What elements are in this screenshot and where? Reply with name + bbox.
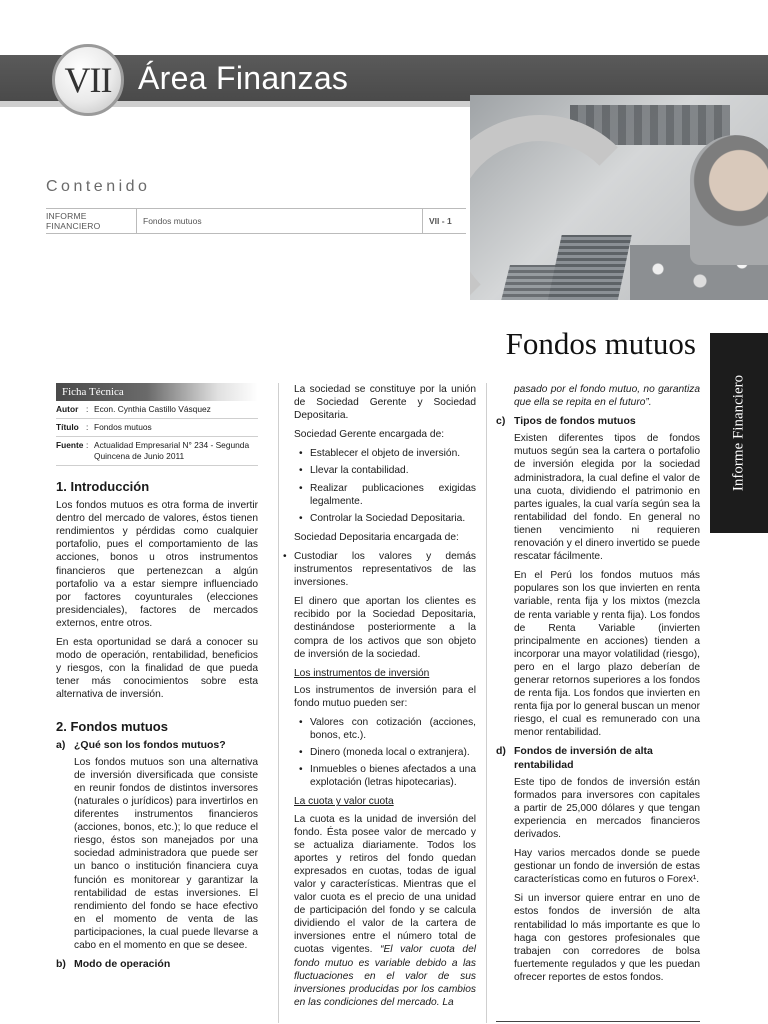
list-item: • Dinero (moneda local o extranjera). (294, 746, 476, 759)
paragraph: En esta oportunidad se dará a conocer su modo de operación, rentabilidad, beneficios y riesgos, con la finalidad de que pueda tener más conocimientos sobre esta alternativa de inversión. (56, 637, 258, 701)
side-tab (710, 333, 768, 533)
header-photo (470, 95, 768, 300)
ficha-key: Título (56, 422, 79, 432)
subheading-text: Modo de operación (74, 958, 171, 971)
subheading-letter: c) (496, 415, 506, 428)
paragraph: Hay varios mercados donde se puede gestionar un fondo de inversión de estas características como en futuros o Forex¹. (514, 848, 700, 886)
ficha-value: Fondos mutuos (94, 422, 152, 432)
chapter-badge (52, 44, 124, 116)
subheading-alta-rentabilidad (496, 745, 700, 771)
list-item: • Inmuebles o bienes afectados a una explotación (letras hipotecarias). (294, 763, 476, 789)
column-divider (486, 383, 487, 1023)
subheading-que-son (56, 739, 258, 752)
ficha-sep: : (86, 422, 89, 432)
subheading-modo-operacion (56, 958, 258, 971)
subheading-text: Tipos de fondos mutuos (514, 415, 636, 428)
instrumentos-list (294, 716, 476, 789)
ficha-row (56, 437, 258, 466)
subheading-text: Fondos de inversión de alta rentabilidad (514, 745, 653, 771)
subheading-tipos (496, 415, 700, 428)
ficha-sep: : (86, 440, 89, 450)
paragraph (294, 813, 476, 1009)
list-item: • Llevar la contabilidad. (294, 464, 476, 477)
paragraph: El dinero que aportan los clientes es recibido por la Sociedad Depositaria, destinándose posteriormente a la compra de los activos que son objeto de inversión de la sociedad. (294, 596, 476, 660)
paragraph: Sociedad Gerente encargada de: (294, 429, 445, 441)
subheading-letter: d) (496, 745, 506, 758)
ficha-key: Fuente (56, 440, 84, 450)
subheading-letter: b) (56, 958, 66, 971)
paragraph: En el Perú los fondos mutuos más populares son los que invierten en renta variable, renta fija y los mixtos (mezcla de renta variable y renta fija). Los fondos de Renta Variable (invierten principalmente en acciones) tienden a incorporar una mayor volatilidad (riesgo), pero en el largo plazo deberían de generar retornos superiores a los fondos de renta fija. Los fondos que invierten en renta fija por lo general buscan un menor riesgo, el cual es remunerado con una menor rentabilidad. (514, 570, 700, 739)
toc-topic: Fondos mutuos (136, 209, 422, 233)
side-tab-label: Informe Financiero (730, 374, 747, 492)
paragraph: Sociedad Depositaria encargada de: (294, 531, 459, 543)
gerente-list (294, 447, 476, 524)
paragraph-text: La cuota es la unidad de inversión del fondo. Ésta posee valor de mercado y se actualiza diariamente. Todos los aportes y retiros del fondo quedan expresados en cuotas, todas de igual valor y características. Mientras que el valor cuota es el precio de una unidad de participación del fondo y se calcula dividiendo el valor de la cartera de inversiones entre el número total de cuotas vigentes. (294, 813, 476, 956)
subheading-letter: a) (56, 738, 66, 751)
chapter-number: VII (64, 60, 112, 100)
column-divider (278, 383, 279, 1023)
section-title: Área Finanzas (138, 60, 349, 96)
underlined-heading: Los instrumentos de inversión (294, 667, 430, 679)
ficha-value: Actualidad Empresarial N° 234 - Segunda Quincena de Junio 2011 (94, 440, 250, 461)
ficha-row (56, 419, 258, 437)
contents-row (46, 208, 466, 234)
paragraph: Existen diferentes tipos de fondos mutuos según sea la cartera o portafolio de inversión elegida por la sociedad administradora, la cual define el valor de una cuota, dividiendo el patrimonio en partes iguales, la cual varía según sea la rentabilidad del fondo. En general no tienen vencimiento ni requieren renovación y el dinero invertido se puede rescatar fácilmente. (514, 433, 700, 563)
footnote-rule (496, 1021, 700, 1022)
paragraph: La sociedad se constituye por la unión de Sociedad Gerente y Sociedad Depositaria. (294, 384, 476, 422)
column-3 (496, 383, 700, 990)
paragraph: Este tipo de fondos de inversión están formados para inversores con capitales a partir de 25,000 dólares y que tengan experiencia en mercados financieros derivados. (514, 776, 700, 840)
list-item: • Establecer el objeto de inversión. (294, 447, 476, 460)
toc-category: INFORME FINANCIERO (46, 211, 101, 231)
ficha-sep: : (86, 404, 89, 414)
paragraph: Si un inversor quiere entrar en uno de estos fondos de inversión de alta rentabilidad lo más importante es que lo haga con gestores profesionales que trabajen con corredores de bolsa fuertemente regulados y que les puedan ofrecer reportes de estos fondos. (514, 893, 700, 983)
ficha-row (56, 401, 258, 419)
list-item: • Controlar la Sociedad Depositaria. (294, 512, 476, 525)
column-2 (294, 383, 476, 1015)
paragraph-quote: “El valor cuota del fondo mutuo es variable debido a las fluctuaciones en el valor de sus inversiones producidas por los cambios en las condiciones del mercado. La (294, 944, 476, 1008)
article-title: Fondos mutuos (505, 326, 696, 361)
contents-heading: Contenido (46, 178, 151, 195)
paragraph: pasado por el fondo mutuo, no garantiza que ella se repita en el futuro”. (514, 384, 700, 409)
paragraph: Los instrumentos de inversión para el fondo mutuo pueden ser: (294, 684, 476, 709)
paragraph: Los fondos mutuos son una alternativa de inversión diversificada que consiste en reunir fondos de distintos inversores (naturales o jurídicos) para invertirlos en diferentes instrumentos financieros (acciones, bonos, etc.); lo que reduce el riesgo, éstos son manejados por una sociedad administradora que puede ser un banco o institución financiera cuya función es monitorear y garantizar la rentabilidad de estas inversiones. El rendimiento del fondo se hace efectivo en el momento de venta de las participaciones, la cual puede llevarse a cabo en el momento en que se desee. (74, 756, 258, 951)
list-item: • Realizar publicaciones exigidas legalmente. (294, 482, 476, 508)
ficha-key: Autor (56, 404, 79, 414)
list-item: • Custodiar los valores y demás instrumentos representativos de las inversiones. (278, 550, 476, 589)
heading-introduccion: 1. Introducción (56, 479, 150, 494)
toc-page: VII - 1 (422, 209, 466, 233)
list-item: • Valores con cotización (acciones, bonos, etc.). (294, 716, 476, 742)
heading-fondos-mutuos: 2. Fondos mutuos (56, 718, 168, 734)
ficha-heading: Ficha Técnica (56, 383, 258, 401)
paragraph: Los fondos mutuos es otra forma de invertir dentro del mercado de valores, éstos tienen rendimientos y pérdidas como cualquier portafolio, pues el comportamiento de las acciones, bonos u otros instrumentos financieros que pertenezcan a algún portafolio va a estar siempre influenciado por factores coyunturales (elecciones presidenciales), factores de mercados externos, entre otros. (56, 500, 258, 629)
column-1 (56, 383, 258, 975)
ficha-value: Econ. Cynthia Castillo Vásquez (94, 404, 211, 414)
depositaria-list (278, 550, 476, 589)
subheading-text: ¿Qué son los fondos mutuos? (74, 738, 226, 751)
underlined-heading: La cuota y valor cuota (294, 796, 394, 808)
